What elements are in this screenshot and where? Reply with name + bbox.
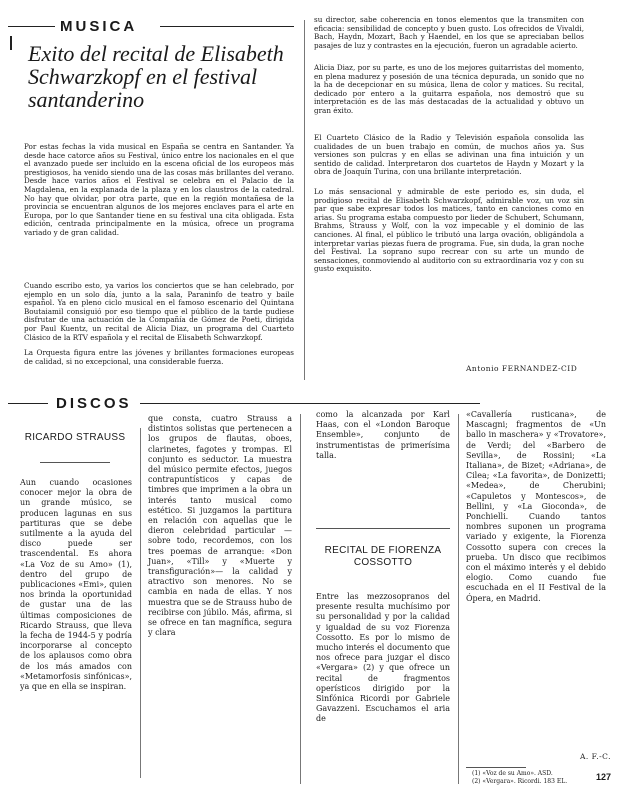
strauss-text: Aun cuando ocasiones conocer mejor la obra de un grande músico, se producen lagunas en sus partituras que se debe sutilmente a la ayuda del disco puede ser trascendental. Es ahora «La Voz de su Amo» (1), dentro del grupo de publicaciones «Emi», quien nos brinda la oportunidad de gustar una de las últimas composiciones de Ricardo Strauss, que lleva la fecha de 1944-5 y podría incorporarse al concepto de los aplausos como obra de los más amados con «Metamorfosis sinfónicas», ya que en ella se inspiran. (20, 478, 132, 692)
section-title-discos: DISCOS (56, 395, 132, 412)
margin-mark (10, 36, 12, 50)
musica-body-7: Lo más sensacional y admirable de este periodo es, sin duda, el prodigioso recital de Elisabeth Schwarzkopf, admirable voz, un voz sin par que sabe expresar todos los matices, tanto en canciones como en arias. Su programa estaba compuesto por lieder de Schubert, Schumann, Brahms, Strauss y Wolf, con la voz impecable y el dominio de las canciones. Al final, el público le tributó una larga ovación, obligándola a interpretar varias piezas fuera de programa. Fue, sin duda, la gran noche del Festival. La soprano supo recrear con su arte un mundo de sensaciones, conmoviendo al auditorio con su extraordinaria voz y con su gusto exquisito. (314, 187, 584, 274)
ricardo-strauss-title: RICARDO STRAUSS (24, 432, 126, 443)
discos-divider-3 (458, 414, 459, 784)
footnote-1: (1) «Voz de su Amo». ASD. (472, 770, 553, 777)
strauss-text-2: que consta, cuatro Strauss a distintos solistas que pertenecen a los grupos de flautas, oboes, clarinetes, fagotes y trompas. El conjunto es seductor. La muestra del músico permite efectos, juegos contrapuntísticos y capas de timbres que imprimen a la obra un interés tanto musical como estético. Si juzgamos la partitura en relación con aquellas que le dieron celebridad particular —sobre todo, recordemos, con los tres poemas de arranque: «Don Juan», «Till» y «Muerte y transfiguración»— la calidad y atractivo son menores. No se cambia en nada de ellas. Y nos muestra que se de Strauss hubo de recibirse con júbilo. Más, afirma, si se ofrece en tan magnífica, segura y clara (148, 414, 292, 638)
section-rule-left (8, 26, 55, 27)
musica-body-1: Por estas fechas la vida musical en España se centra en Santander. Ya desde hace catorce años su Festival, único entre los nacionales en el que el avanzado puede ser incluido en la escena oficial de los europeos más prestigiosos, ha venido siendo una de las cosas más brillantes del verano. Desde hace varios años el Festival se celebra en el Palacio de la Magdalena, en la explanada de la plaza y en los claustros de la catedral. No hay que olvidar, por otra parte, que en la región montañesa de la provincia se encuentran algunos de los mejores enclaves para el arte en Europa, por lo que Santander tiene en su festival una cita obligada. Esta edición, centrada principalmente en la música, ofrece un programa variado y de gran calidad. (24, 142, 294, 237)
footnote-rule (466, 767, 526, 768)
section-title-musica: MUSICA (60, 18, 138, 35)
column-divider (304, 20, 305, 380)
musica-body-6: El Cuarteto Clásico de la Radio y Televisión española consolida las cualidades de un buen trabajo en común, de muchos años ya. Sus versiones son pulcras y en ellas se adivinan una fina intuición y un sentido de calidad. Interpretaron dos cuartetos de Haydn y Mozart y la obra de Joaquín Turina, con una brillante interpretación. (314, 133, 584, 177)
footnote-2: (2) «Vergara». Ricordi. 183 EL. (472, 778, 568, 785)
musica-body-3: La Orquesta figura entre las jóvenes y brillantes formaciones europeas de calidad, si no excepcional, una considerable fuerza. (24, 348, 294, 366)
fiorenza-rule (316, 528, 450, 529)
article-headline: Exito del recital de Elisabeth Schwarzkopf en el festival santanderino (28, 41, 284, 112)
title-underline (40, 462, 110, 463)
discos-rule-left (8, 403, 48, 404)
discos-divider-2 (300, 414, 301, 784)
section-rule-right (160, 26, 294, 27)
musica-signature: Antonio FERNANDEZ-CID (466, 364, 578, 373)
fiorenza-title: RECITAL DE FIORENZA COSSOTTO (324, 545, 442, 568)
musica-body-2: Cuando escribo esto, ya varios los conciertos que se han celebrado, por ejemplo en un solo día, junto a la sala, Paraninfo de teatro y baile español. Ya en pleno ciclo musical en el famoso escenario del Quintana Boutaiamil consiguió por eso tiempo que el público de la tarde pudiese disfrutar de una actuación de la Compañía de Gómez de Poeti, dirigida por Paul Kuentz, un recital de Alicia Diaz, un programa del Cuarteto Clásico de la RTV española y el recital de Elisabeth Schwarzkopf. (24, 281, 294, 342)
page-number: 127 (596, 772, 612, 782)
discos-rule-right (140, 403, 480, 404)
discos-signature: A. F.-C. (580, 752, 611, 761)
discos-divider-1 (140, 428, 141, 778)
fiorenza-text-2: «Cavallería rusticana», de Mascagni; fragmentos de «Un ballo in maschera» y «Trovatore», de Verdi; del «Barbero de Sevilla», de Rossini; «La Italiana», de Bizet; «Adriana», de Cilea; «La favorita», de Donizetti; «Medea», de Cherubini; «Capuletos y Montescos», de Bellini, y «La Gioconda», de Ponchielli. Cuando tantos nombres suponen un programa variado y exigente, la Fiorenza Cossotto supera con creces la prueba. Un disco que recibimos con el máximo interés y el debido elogio. Como cuando fue escuchada en el II Festival de la Ópera, en Madrid. (466, 410, 606, 603)
musica-body-5: Alicia Diaz, por su parte, es uno de los mejores guitarristas del momento, en plena madurez y posesión de una técnica depurada, un sonido que no la ha de decepcionar en su música, llena de color y matices. Su recital, dedicado por entero a la guitarra española, nos demostró que su interpretación es de las más destacadas de la actualidad y obtuvo un gran éxito. (314, 63, 584, 115)
fiorenza-text: Entre las mezzosopranos del presente resulta muchísimo por su personalidad y por la calidad y igualdad de su voz Fiorenza Cossotto. Es por lo mismo de mucho interés el documento que nos ofrece para juzgar el disco «Vergara» (2) y que ofrece un recital de fragmentos operísticos dirigido por la Sinfónica Ricordi por Gabriele Gavazzeni. Escuchamos el aria de (316, 592, 450, 724)
strauss-text-3: como la alcanzada por Karl Haas, con el «London Baroque Ensemble», conjunto de instrumentistas de primerísima talla. (316, 410, 450, 460)
musica-body-4: su director, sabe coherencia en tonos elementos que la transmiten con eficacia: sensibilidad de concepto y buen gusto. Los ofrecidos de Vivaldi, Bach, Haydn, Mozart, Bach y Haendel, en los que se apreciaban bellos pasajes de luz y contrastes en la ejecución, fueron un agradable acierto. (314, 15, 584, 50)
